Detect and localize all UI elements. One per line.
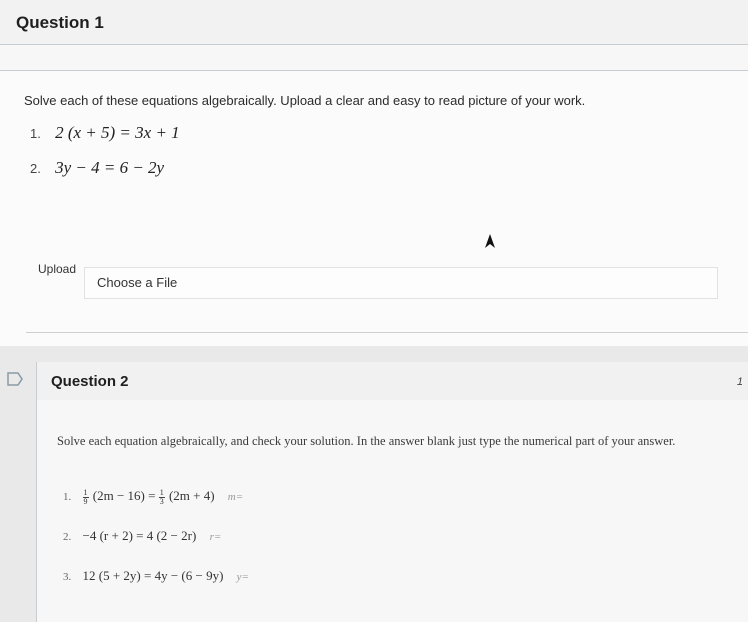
equation-number: 2. [30, 161, 41, 176]
equation-number: 1. [30, 126, 41, 141]
question-2-card [36, 362, 748, 622]
equation-item [30, 123, 180, 143]
equation-item [30, 158, 164, 178]
question-2-title: Question 2 [51, 373, 129, 390]
question-1-body [0, 70, 748, 346]
fraction [83, 489, 89, 506]
equation-number: 1. [63, 491, 72, 503]
fraction [159, 489, 165, 506]
equation-item [63, 568, 249, 584]
equation-text: 3y − 4 = 6 − 2y [55, 158, 165, 177]
fraction-denominator: 3 [159, 496, 164, 506]
upload-label: Upload [38, 262, 77, 276]
fraction-numerator: 1 [83, 487, 88, 497]
equation-item [63, 488, 243, 506]
question-1-header [0, 0, 748, 45]
question-points: 1 [736, 376, 743, 388]
equation-item [63, 528, 221, 544]
equation-text: (2m − 16) = [92, 488, 156, 503]
flag-icon[interactable] [6, 371, 24, 387]
equation-number: 3. [63, 571, 72, 583]
answer-blank[interactable]: m= [227, 491, 244, 503]
mouse-cursor-icon [483, 232, 497, 250]
question-2-instruction: Solve each equation algebraically, and check your solution. In the answer blank just type the numerical part of your answer. [57, 434, 676, 448]
choose-file-button[interactable]: Choose a File [97, 275, 178, 290]
answer-blank[interactable]: r= [209, 531, 222, 543]
answer-blank[interactable]: y= [236, 571, 249, 583]
equation-number: 2. [63, 531, 72, 543]
equation-text: (2m + 4) [168, 488, 215, 503]
fraction-numerator: 1 [159, 487, 164, 497]
equation-text: −4 (r + 2) = 4 (2 − 2r) [82, 528, 197, 543]
equation-text: 2 (x + 5) = 3x + 1 [55, 123, 180, 142]
fraction-denominator: 9 [83, 496, 88, 506]
question-2-body [37, 400, 748, 622]
question-1-instruction: Solve each of these equations algebraically. Upload a clear and easy to read picture of your work. [24, 93, 586, 108]
question-1-title: Question 1 [16, 13, 104, 32]
file-upload-field[interactable] [84, 267, 718, 299]
divider [26, 332, 748, 333]
question-2-header [37, 362, 748, 401]
equation-text: 12 (5 + 2y) = 4y − (6 − 9y) [82, 568, 224, 583]
